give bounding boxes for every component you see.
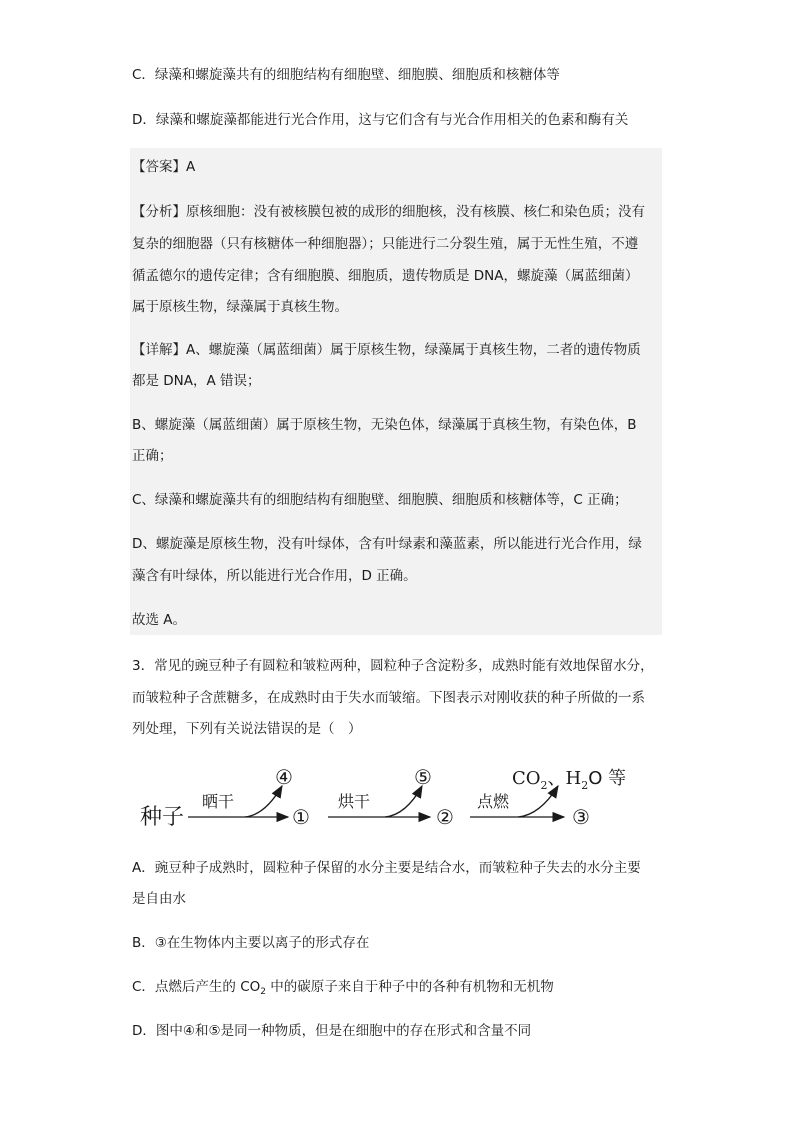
products-label: $CO_2$、$H_2O$ 等 xyxy=(512,768,627,792)
label-3: ③ xyxy=(572,805,590,829)
branch-arrow-2 xyxy=(385,786,422,817)
analysis-line: 属于原核生物，绿藻属于真核生物。 xyxy=(132,299,348,315)
detail-line: 故选 A。 xyxy=(132,612,187,628)
analysis-line: 循孟德尔的遗传定律；含有细胞膜、细胞质，遗传物质是 DNA，螺旋藻（属蓝细菌） xyxy=(132,268,639,284)
answer-text: 【答案】A xyxy=(132,159,196,175)
step-oven-dry: 烘干 xyxy=(338,792,371,811)
seed-label: 种子 xyxy=(140,805,185,830)
analysis-line: 复杂的细胞器（只有核糖体一种细胞器）；只能进行二分裂生殖，属于无性生殖，不遵 xyxy=(132,236,639,252)
detail-line: B、螺旋藻（属蓝细菌）属于原核生物，无染色体，绿藻属于真核生物，有染色体，B xyxy=(132,417,637,433)
step-ignite: 点燃 xyxy=(477,792,510,811)
label-2: ② xyxy=(436,805,454,829)
analysis-line: 【分析】原核细胞：没有被核膜包被的成形的细胞核，没有核膜、核仁和染色质；没有 xyxy=(132,204,645,220)
question-3-line: 3．常见的豌豆种子有圆粒和皱粒两种，圆粒种子含淀粉多，成熟时能有效地保留水分， xyxy=(132,658,654,674)
detail-line: 正确； xyxy=(132,448,173,464)
option-b: B．③在生物体内主要以离子的形式存在 xyxy=(132,935,370,951)
option-c-prev: C．绿藻和螺旋藻共有的细胞结构有细胞壁、细胞膜、细胞质和核糖体等 xyxy=(132,67,560,83)
label-5: ⑤ xyxy=(414,765,432,789)
detail-line: 都是 DNA，A 错误； xyxy=(132,373,261,389)
question-3-line: 而皱粒种子含蔗糖多，在成熟时由于失水而皱缩。下图表示对刚收获的种子所做的一系 xyxy=(132,690,645,706)
branch-arrow-1 xyxy=(245,786,282,817)
option-d: D．图中④和⑤是同一种物质，但是在细胞中的存在形式和含量不同 xyxy=(132,1023,532,1039)
option-d-prev: D．绿藻和螺旋藻都能进行光合作用，这与它们含有与光合作用相关的色素和酶有关 xyxy=(132,112,629,128)
option-a-line: 是自由水 xyxy=(132,891,186,907)
branch-arrow-3 xyxy=(518,786,558,817)
detail-line: D、螺旋藻是原核生物，没有叶绿体，含有叶绿素和藻蓝素，所以能进行光合作用，绿 xyxy=(132,536,642,552)
detail-line: 藻含有叶绿体，所以能进行光合作用，D 正确。 xyxy=(132,568,417,584)
option-c: C．点燃后产生的 $CO_2$ 中的碳原子来自于种子中的各种有机物和无机物 xyxy=(132,979,554,997)
detail-line: C、绿藻和螺旋藻共有的细胞结构有细胞壁、细胞膜、细胞质和核糖体等，C 正确； xyxy=(132,492,628,508)
label-4: ④ xyxy=(275,765,293,789)
step-sun-dry: 晒干 xyxy=(202,792,235,811)
option-a-line: A．豌豆种子成熟时，圆粒种子保留的水分主要是结合水，而皱粒种子失去的水分主要 xyxy=(132,860,641,876)
question-3-line: 列处理，下列有关说法错误的是（ ） xyxy=(132,721,362,737)
label-1: ① xyxy=(292,805,310,829)
detail-line: 【详解】A、螺旋藻（属蓝细菌）属于原核生物，绿藻属于真核生物，二者的遗传物质 xyxy=(132,342,641,358)
seed-processing-diagram xyxy=(130,758,650,838)
